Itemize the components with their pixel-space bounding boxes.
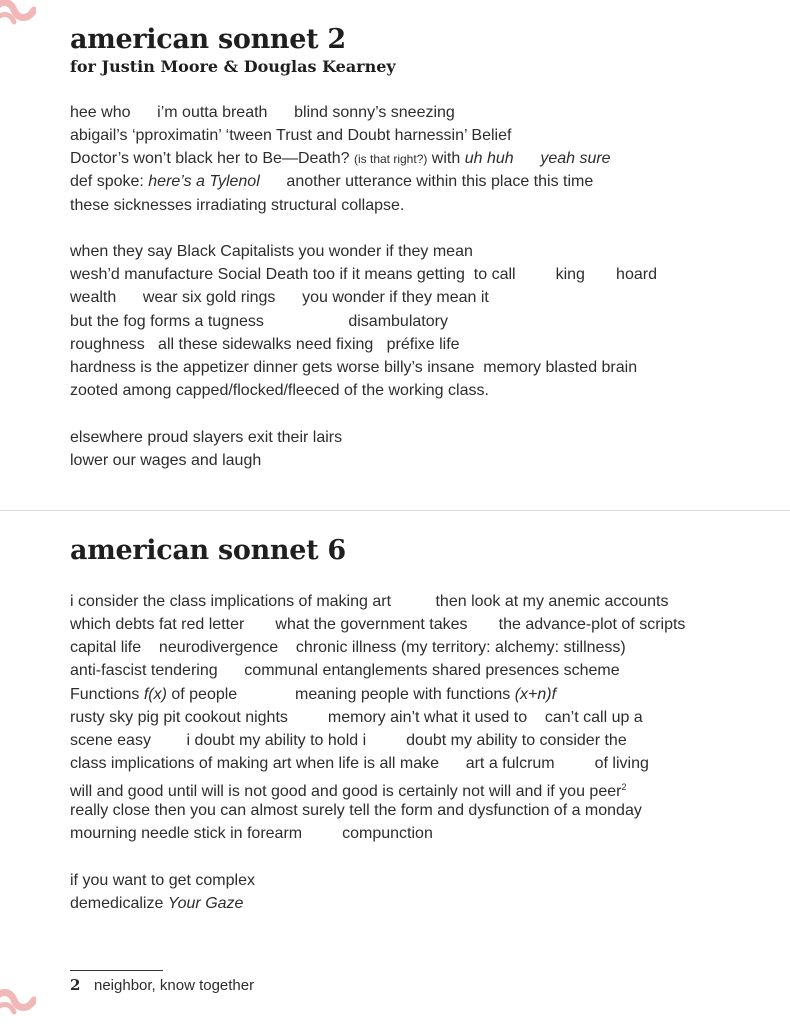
poem-line: anti-fascist tendering communal entanglements shared presences scheme (70, 662, 620, 679)
poem-line: demedicalize Your Gaze (70, 895, 244, 912)
poem-line: abigail’s ‘pproximatin’ ‘tween Trust and Doubt harnessin’ Belief (70, 127, 512, 144)
sonnet-2-dedication: for Justin Moore & Douglas Kearney (70, 57, 396, 76)
poem-line: will and good until will is not good and good is certainly not will and if you peer$^2$ (70, 782, 627, 800)
poem-line: wesh’d manufacture Social Death too if it means getting to call king hoard (70, 266, 657, 283)
poem-line: roughness all these sidewalks need fixing préfixe life (70, 336, 460, 353)
poem-line: really close then you can almost surely tell the form and dysfunction of a monday (70, 802, 642, 819)
poem-line: hee who i’m outta breath blind sonny’s sneezing (70, 104, 455, 121)
footnote-number: 2 (70, 976, 81, 994)
sonnet-2-title: american sonnet 2 (70, 24, 346, 55)
poem-line: wealth wear six gold rings you wonder if they mean it (70, 289, 489, 306)
poem-line: def spoke: here’s a Tylenol another utterance within this place this time (70, 173, 594, 190)
ornament-icon (0, 0, 36, 36)
poem-line: rusty sky pig pit cookout nights memory ain’t what it used to can’t call up a (70, 709, 643, 726)
footnote-rule (70, 970, 163, 971)
poem-line: elsewhere proud slayers exit their lairs (70, 429, 343, 446)
poem-line: capital life neurodivergence chronic illness (my territory: alchemy: stillness) (70, 639, 626, 656)
poem-line: hardness is the appetizer dinner gets worse billy’s insane memory blasted brain (70, 359, 638, 376)
poem-line: i consider the class implications of making art then look at my anemic accounts (70, 593, 669, 610)
poem-line: Doctor’s won’t black her to Be—Death? (is that right?) with uh huh yeah sure (70, 150, 611, 167)
footnote-marker: 2 (621, 782, 627, 792)
poem-line: lower our wages and laugh (70, 452, 262, 469)
footnote-text: neighbor, know together (94, 977, 255, 994)
sonnet-6-title: american sonnet 6 (70, 535, 346, 566)
ornament-icon (0, 984, 36, 1024)
poem-line: if you want to get complex (70, 872, 255, 889)
poem-line: which debts fat red letter what the government takes the advance-plot of scripts (70, 616, 686, 633)
poem-line: these sicknesses irradiating structural collapse. (70, 197, 405, 214)
poem-line: scene easy i doubt my ability to hold i doubt my ability to consider the (70, 732, 627, 749)
poem-line: zooted among capped/flocked/fleeced of the working class. (70, 382, 489, 399)
poem-line: when they say Black Capitalists you wonder if they mean (70, 243, 473, 260)
poem-line: Functions f(x) of people meaning people with functions (x+n)f (70, 686, 557, 703)
poem-line: mourning needle stick in forearm compunction (70, 825, 433, 842)
section-divider (0, 510, 790, 511)
poem-line: class implications of making art when life is all make art a fulcrum of living (70, 755, 649, 772)
poem-line: but the fog forms a tugness disambulatory (70, 313, 448, 330)
